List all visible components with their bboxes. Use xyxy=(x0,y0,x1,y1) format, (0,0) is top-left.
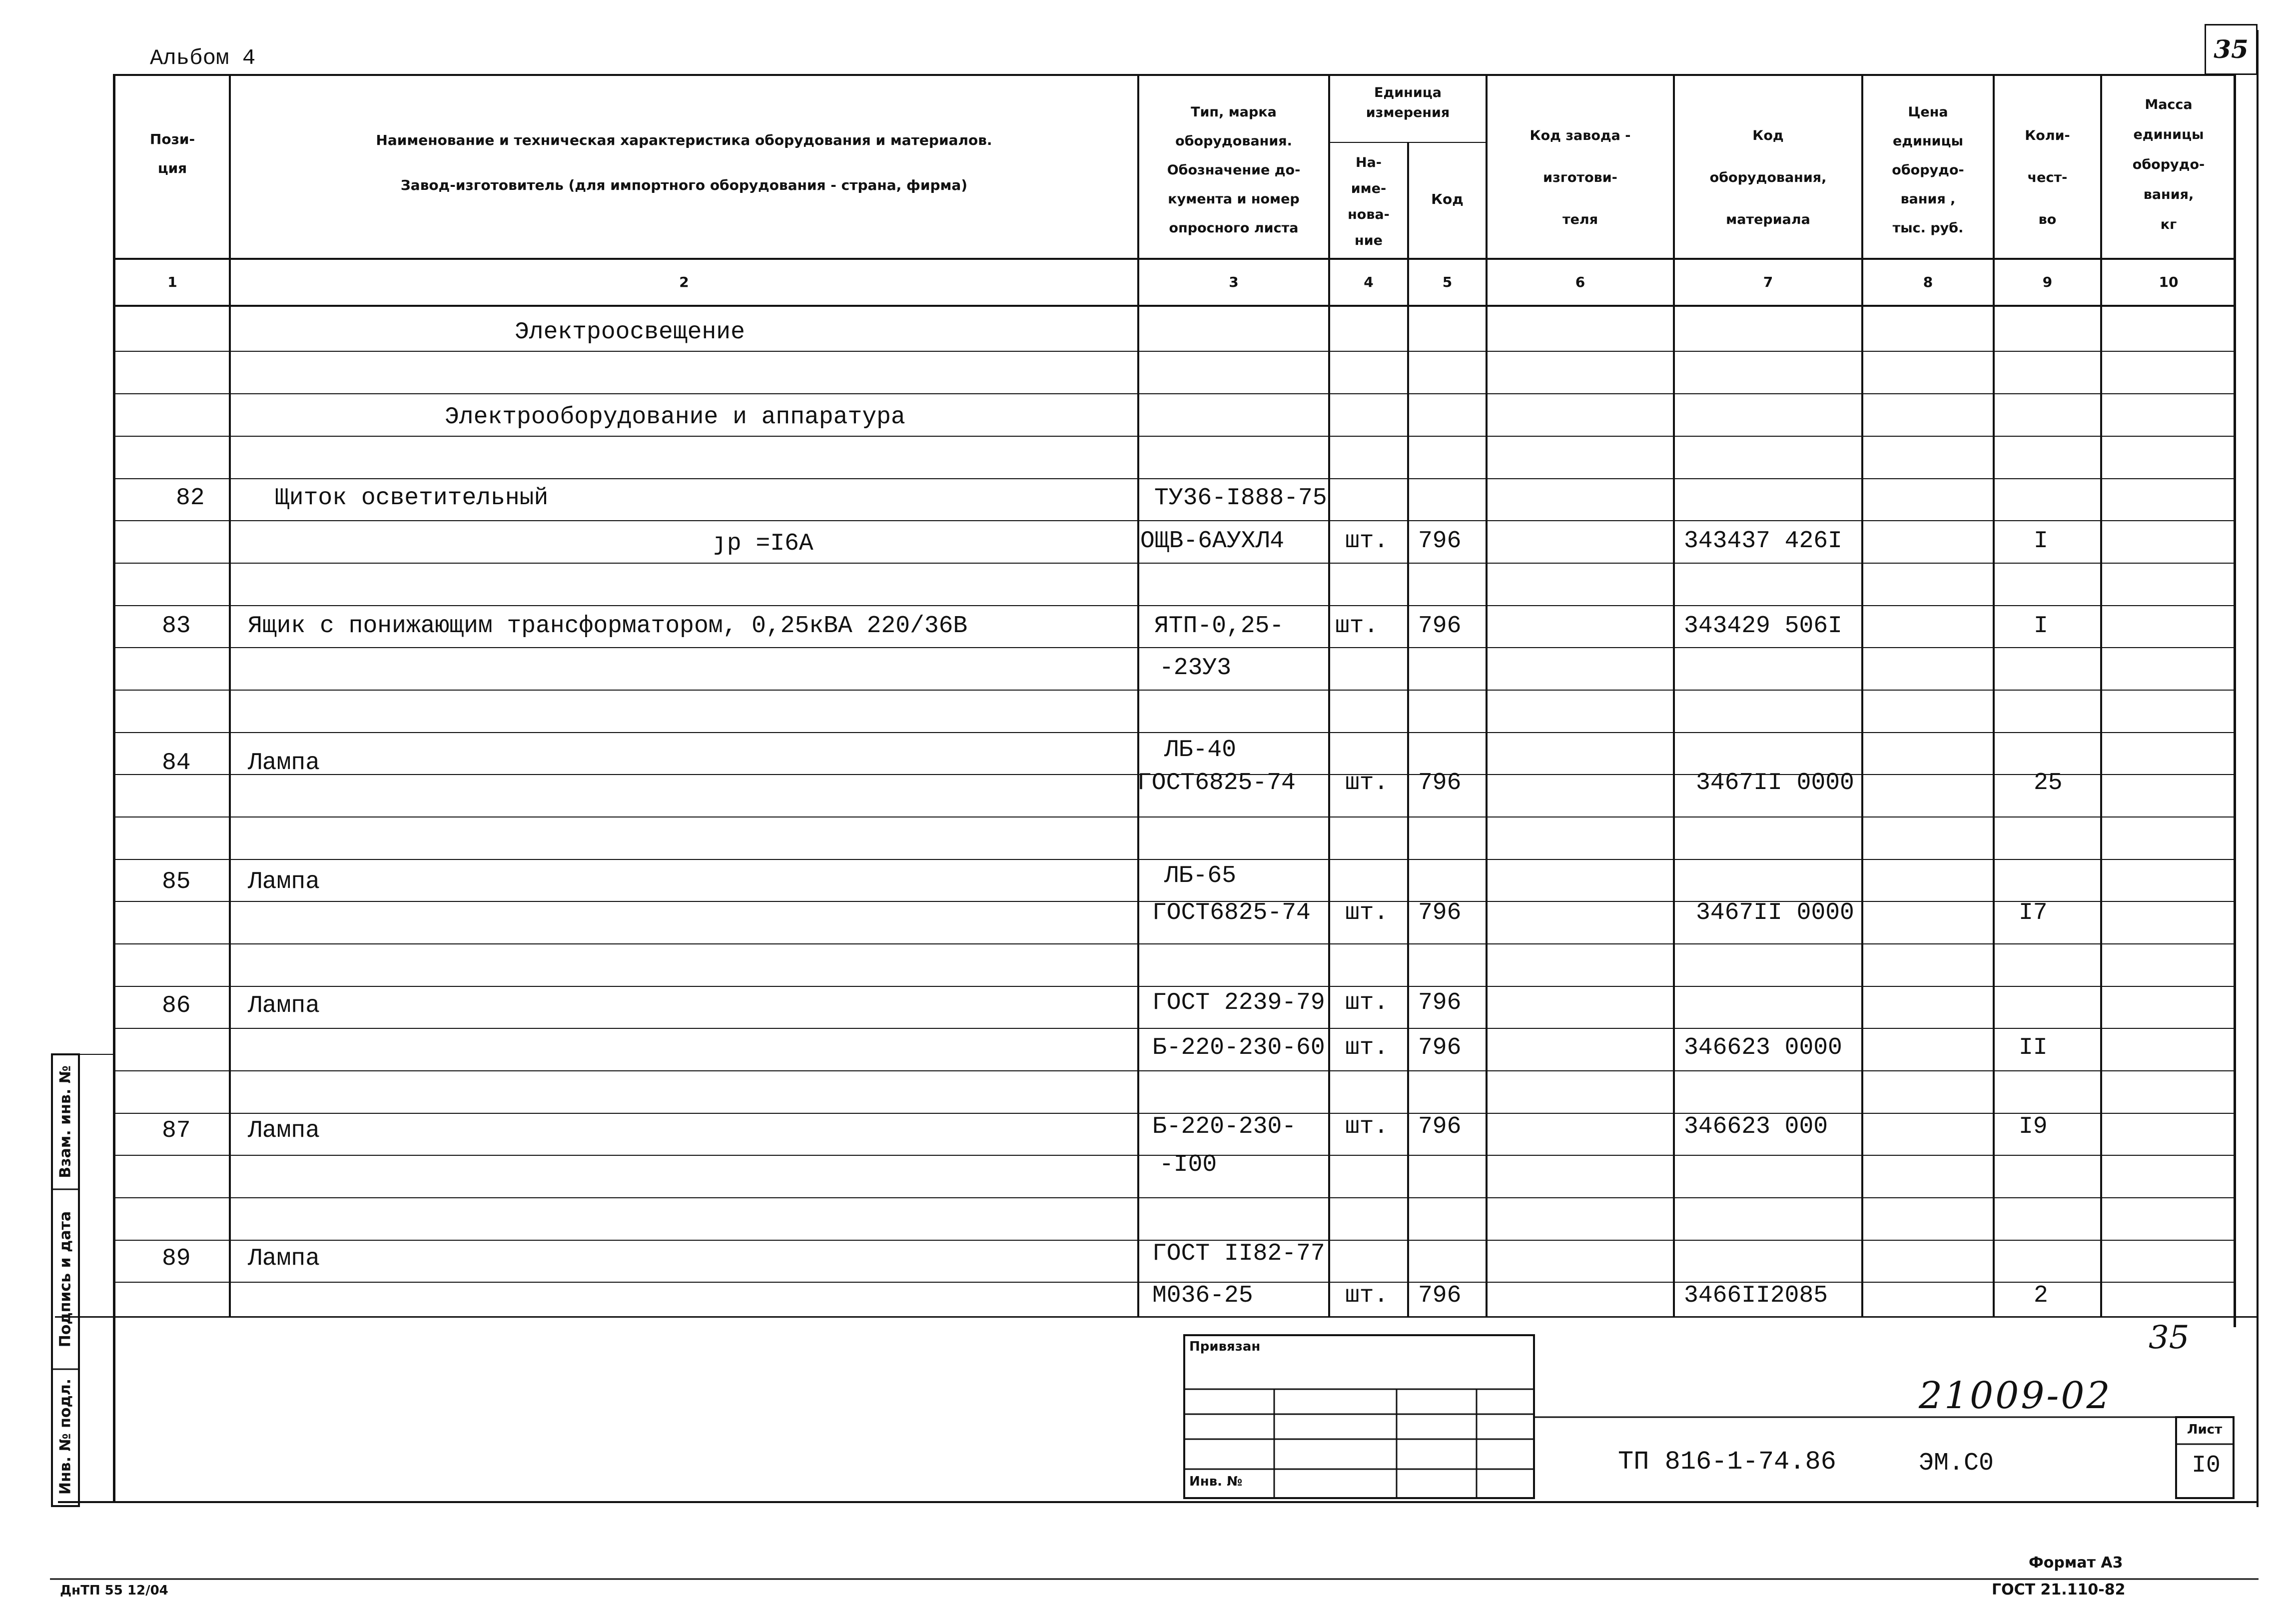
header-col-5: Код xyxy=(1431,191,1464,207)
cell-mat-code: 3466II2085 xyxy=(1684,1282,1828,1309)
cell-unit: шт. xyxy=(1345,899,1389,926)
section-title: Электроосвещение xyxy=(515,319,745,346)
header-col-6: Код завода - изготови- теля xyxy=(1530,128,1631,227)
cell-name: Лампа xyxy=(248,1117,320,1144)
cell-unit: шт. xyxy=(1345,770,1389,797)
stamp-sheet-value: I0 xyxy=(2192,1452,2221,1479)
cell-position: 84 xyxy=(162,750,191,777)
cell-position: 83 xyxy=(162,613,191,640)
cell-unit: шт. xyxy=(1335,613,1379,640)
cell-qty: I xyxy=(2034,613,2048,640)
cell-type: ГОСТ II82-77 xyxy=(1152,1240,1325,1267)
col-num-7: 7 xyxy=(1763,274,1773,290)
cell-qty: I xyxy=(2034,528,2048,555)
stamp-inv-label: Инв. № xyxy=(1189,1474,1243,1489)
col-num-9: 9 xyxy=(2042,274,2053,290)
cell-name: Щиток осветительный xyxy=(275,485,549,512)
cell-unit: шт. xyxy=(1345,989,1389,1016)
header-unit-group: Единица измерения xyxy=(1366,85,1450,120)
cell-mat-code: 3467II 0000 xyxy=(1696,770,1854,797)
cell-type: ЛБ-40 xyxy=(1164,737,1237,764)
cell-qty: I9 xyxy=(2019,1113,2048,1140)
footer-gost: ГОСТ 21.110-82 xyxy=(1992,1581,2126,1599)
header-col-2: Наименование и техническая характеристика оборудования и материалов. Завод-изготовитель (для импортного оборудования - страна, фирма) xyxy=(376,132,992,193)
cell-name: Лампа xyxy=(248,1245,320,1272)
cell-unit: шт. xyxy=(1345,1113,1389,1140)
page-number: 35 xyxy=(2214,34,2249,64)
stamp-doc-mark: ЭМ.С0 xyxy=(1919,1449,1994,1478)
col-num-4: 4 xyxy=(1364,274,1374,290)
cell-name: ȷр =I6А xyxy=(713,530,813,557)
cell-name: Лампа xyxy=(248,868,320,895)
cell-code: 796 xyxy=(1418,770,1462,797)
stamp-sheet-label: Лист xyxy=(2187,1422,2223,1437)
cell-position: 85 xyxy=(162,868,191,895)
col-num-8: 8 xyxy=(1923,274,1933,290)
cell-position: 87 xyxy=(162,1117,191,1144)
cell-position: 82 xyxy=(176,485,205,512)
cell-type: ГОСТ6825-74 xyxy=(1152,899,1311,926)
header-col-8: Цена единицы оборудо- вания , тыс. руб. xyxy=(1892,104,1964,236)
cell-name: Лампа xyxy=(248,750,320,777)
cell-mat-code: 346623 0000 xyxy=(1684,1034,1842,1061)
cell-position: 86 xyxy=(162,992,191,1019)
col-num-3: 3 xyxy=(1229,274,1239,290)
cell-unit: шт. xyxy=(1345,1282,1389,1309)
cell-position: 89 xyxy=(162,1245,191,1272)
cell-code: 796 xyxy=(1418,899,1462,926)
cell-type: М036-25 xyxy=(1152,1282,1253,1309)
section-title: Электрооборудование и аппаратура xyxy=(445,404,905,431)
album-label: Альбом 4 xyxy=(150,46,256,71)
cell-type: Б-220-230- xyxy=(1152,1113,1297,1140)
cell-code: 796 xyxy=(1418,1113,1462,1140)
stamp-doc-code: ТП 816-1-74.86 xyxy=(1618,1447,1836,1477)
cell-unit: шт. xyxy=(1345,528,1389,555)
cell-type: ЛБ-65 xyxy=(1164,862,1237,889)
cell-mat-code: 3467II 0000 xyxy=(1696,899,1854,926)
cell-type: -23У3 xyxy=(1159,655,1232,682)
col-num-1: 1 xyxy=(167,274,177,290)
cell-type: ОЩВ-6АУХЛ4 xyxy=(1140,528,1285,555)
cell-code: 796 xyxy=(1418,989,1462,1016)
header-col-10: Масса единицы оборудо- вания, кг xyxy=(2132,97,2205,232)
cell-code: 796 xyxy=(1418,613,1462,640)
stamp-project-number: 21009-02 xyxy=(1919,1374,2112,1417)
cell-mat-code: 343429 506I xyxy=(1684,613,1842,640)
header-col-3: Тип, марка оборудования. Обозначение до- кумента и номер опросного листа xyxy=(1167,104,1301,236)
cell-code: 796 xyxy=(1418,1282,1462,1309)
header-col-1: Пози- ция xyxy=(149,131,195,176)
cell-type: ГОСТ6825-74 xyxy=(1137,770,1296,797)
cell-type: Б-220-230-60 xyxy=(1152,1034,1325,1061)
cell-type: ГОСТ 2239-79 xyxy=(1152,989,1325,1016)
cell-name: Лампа xyxy=(248,992,320,1019)
header-col-4: На- име- нова- ние xyxy=(1348,155,1390,248)
cell-qty: I7 xyxy=(2019,899,2048,926)
side-stamp-signature-date: Подпись и дата xyxy=(56,1211,74,1348)
col-num-5: 5 xyxy=(1442,274,1453,290)
cell-unit: шт. xyxy=(1345,1034,1389,1061)
cell-type: -I00 xyxy=(1159,1151,1217,1178)
cell-qty: 25 xyxy=(2034,770,2063,797)
cell-code: 796 xyxy=(1418,1034,1462,1061)
header-col-9: Коли- чест- во xyxy=(2025,128,2070,227)
footer-left-code: ДнТП 55 12/04 xyxy=(60,1583,168,1598)
side-stamp-vzam-inv: Взам. инв. № xyxy=(56,1065,74,1178)
col-num-2: 2 xyxy=(679,274,689,290)
cell-qty: II xyxy=(2019,1034,2048,1061)
cell-name: Ящик с понижающим трансформатором, 0,25кВА 220/36В xyxy=(248,613,968,640)
cell-type: ТУ36-I888-75 xyxy=(1154,485,1327,512)
cell-type: ЯТП-0,25- xyxy=(1154,613,1284,640)
side-stamp-inv-podl: Инв. № подл. xyxy=(56,1378,74,1495)
col-num-10: 10 xyxy=(2159,274,2179,290)
stamp-page-number: 35 xyxy=(2149,1319,2190,1356)
cell-code: 796 xyxy=(1418,528,1462,555)
col-num-6: 6 xyxy=(1575,274,1585,290)
header-col-7: Код оборудования, материала xyxy=(1709,128,1827,227)
stamp-privyazan-label: Привязан xyxy=(1189,1339,1261,1354)
cell-mat-code: 346623 000 xyxy=(1684,1113,1828,1140)
cell-mat-code: 343437 426I xyxy=(1684,528,1842,555)
footer-format: Формат А3 xyxy=(2029,1554,2123,1572)
cell-qty: 2 xyxy=(2034,1282,2048,1309)
